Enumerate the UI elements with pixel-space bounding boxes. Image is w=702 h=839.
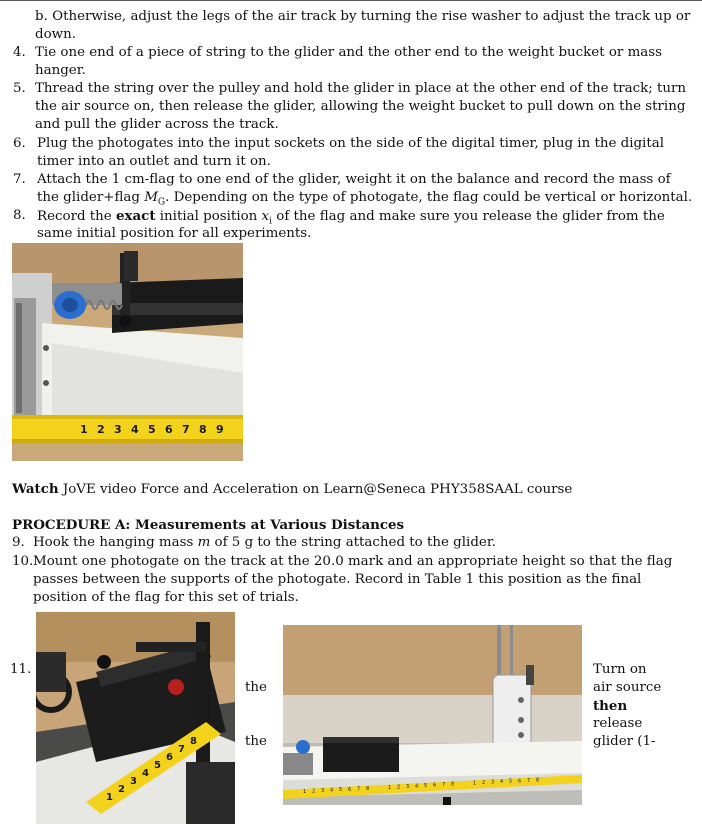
step-10-line1: Mount one photogate on the track at the 20.0 mark and an appropriate height so that the flag xyxy=(33,554,673,569)
step-6-line2: timer into an outlet and turn it on. xyxy=(37,154,271,169)
step-10-line3: position of the flag for this set of trials. xyxy=(33,590,299,605)
caption-turn-on: Turn on xyxy=(593,662,647,677)
watch-line: Watch JoVE video Force and Acceleration on Learn@Seneca PHY358SAAL course xyxy=(12,481,573,497)
ruler-tick-label: 2 xyxy=(397,784,401,791)
ruler-tick-label: 4 xyxy=(415,783,419,790)
step-8-line2: same initial position for all experiments. xyxy=(37,226,312,241)
ruler-number: 7 xyxy=(182,423,190,436)
ruler-number: 7 xyxy=(178,744,185,755)
ruler-tick-label: 5 xyxy=(509,778,513,785)
step-5-line1: Thread the string over the pulley and hold the glider in place at the other end of the track; turn xyxy=(35,81,687,96)
caption-air-source: air source xyxy=(593,680,662,695)
ruler-number: 5 xyxy=(154,760,161,771)
step-3b-line1: b. Otherwise, adjust the legs of the air track by turning the rise washer to adjust the track up or xyxy=(35,9,691,24)
ruler-tick-label: 6 xyxy=(433,782,437,789)
ruler-tick-label: 3 xyxy=(321,788,325,795)
ruler-number: 6 xyxy=(165,423,173,436)
ruler-number: 9 xyxy=(216,423,224,436)
ruler-number: 4 xyxy=(142,768,149,779)
ruler-number: 6 xyxy=(166,752,173,763)
step-8-line1: Record the exact initial position $x_i$ of the flag and make sure you release the glider from the xyxy=(37,208,665,227)
step-6-line1: Plug the photogates into the input sockets on the side of the digital timer, plug in the digital xyxy=(37,136,664,151)
ruler-number: 3 xyxy=(114,423,122,436)
top-rule xyxy=(0,0,702,1)
step-4-line2: hanger. xyxy=(35,63,86,78)
step-5-line2: the air source on, then release the glider, allowing the weight bucket to pull down on the string xyxy=(35,99,686,114)
step-10-line2: passes between the supports of the photogate. Record in Table 1 this position as the final xyxy=(33,572,642,587)
ruler-tick-label: 7 xyxy=(527,777,531,784)
ruler-tick-label: 2 xyxy=(312,788,316,795)
caption-then: then xyxy=(593,698,628,714)
caption-release: release xyxy=(593,716,643,731)
step-3b-line2: down. xyxy=(35,27,76,42)
step-5-number: 5. xyxy=(13,81,26,96)
ruler-tick-label: 8 xyxy=(536,777,540,784)
step-4-line1: Tie one end of a piece of string to the glider and the other end to the weight bucket or mass xyxy=(35,45,663,60)
air-track-photo xyxy=(12,243,243,461)
step-7-number: 7. xyxy=(13,172,26,187)
ruler-number: 8 xyxy=(190,736,197,747)
ruler-tick-label: 4 xyxy=(500,779,504,786)
ruler-tick-label: 6 xyxy=(348,786,352,793)
ruler-tick-label: 4 xyxy=(330,787,334,794)
ruler-tick-label: 1 xyxy=(473,780,477,787)
caption-glider: glider (1- xyxy=(593,734,656,749)
ruler-number: 4 xyxy=(131,423,139,436)
ruler-number: 3 xyxy=(130,776,137,787)
step-8-number: 8. xyxy=(13,208,26,223)
ruler-tick-label: 1 xyxy=(303,789,307,795)
ruler-number: 2 xyxy=(118,784,125,795)
ruler-tick-label: 1 xyxy=(388,784,392,791)
caption-word-the-2: the xyxy=(245,734,267,749)
step-9-line1: Hook the hanging mass m of 5 g to the string attached to the glider. xyxy=(33,535,497,550)
step-7-line1: Attach the 1 cm-flag to one end of the glider, weight it on the balance and record the mass of xyxy=(37,172,671,187)
caption-word-the-1: the xyxy=(245,680,267,695)
ruler-number: 1 xyxy=(80,423,88,436)
photogate-photo xyxy=(36,612,235,824)
step-6-number: 6. xyxy=(13,136,26,151)
full-track-photo xyxy=(283,625,582,823)
ruler-tick-label: 7 xyxy=(442,782,446,789)
step-10-number: 10. xyxy=(12,554,34,569)
ruler-tick-label: 3 xyxy=(491,779,495,786)
ruler-number: 5 xyxy=(148,423,156,436)
step-5-line3: and pull the glider across the track. xyxy=(35,117,279,132)
ruler-tick-label: 3 xyxy=(406,783,410,790)
ruler-tick-label: 7 xyxy=(357,786,361,793)
procedure-heading: PROCEDURE A: Measurements at Various Distances xyxy=(12,517,405,533)
ruler-number: 8 xyxy=(199,423,207,436)
ruler-tick-label: 5 xyxy=(424,782,428,789)
ruler-number: 2 xyxy=(97,423,105,436)
ruler-tick-label: 8 xyxy=(451,781,455,788)
ruler-number: 1 xyxy=(106,792,113,803)
step-7-line2: the glider+flag $M_G$. Depending on the type of photogate, the flag could be vertical or horizontal. xyxy=(37,190,693,208)
ruler-tick-label: 6 xyxy=(518,778,522,785)
ruler-tick-label: 8 xyxy=(366,785,370,792)
ruler-tick-label: 5 xyxy=(339,787,343,794)
step-11-number: 11. xyxy=(10,662,32,677)
step-4-number: 4. xyxy=(13,45,26,60)
ruler-tick-label: 2 xyxy=(482,780,486,787)
step-9-number: 9. xyxy=(12,535,25,550)
